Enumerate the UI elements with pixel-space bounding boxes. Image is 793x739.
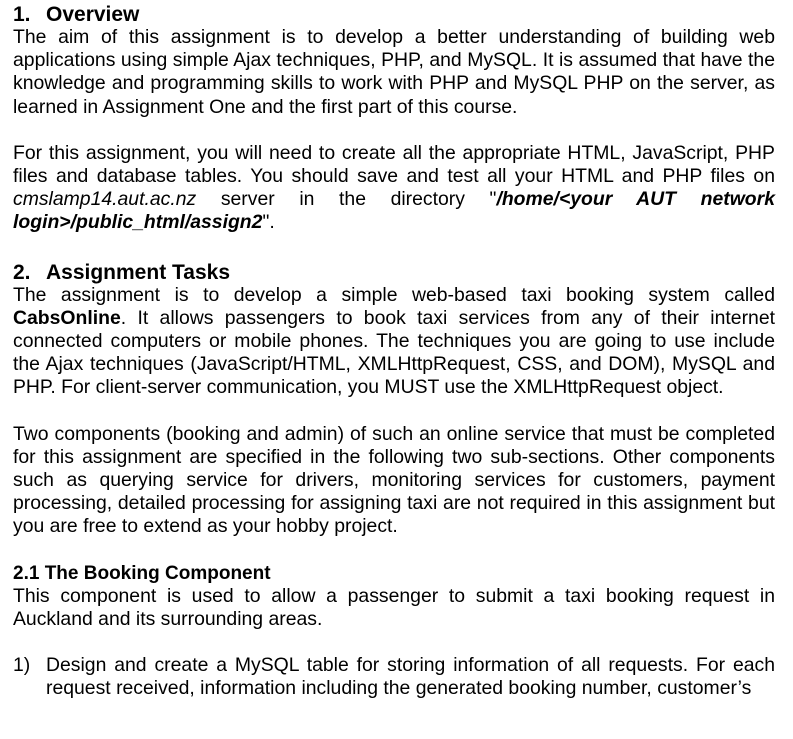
directory-path-public: public_html/assign2 (76, 211, 263, 234)
section-spacer (13, 539, 775, 562)
overview-paragraph-1: The aim of this assignment is to develop a better understanding of building web applications using simple Ajax techniques, PHP, and MySQL. It is assumed that have the knowledge and programming skills to work with PHP and MySQL PHP on the server, as learned in Assignment One and the first part of this course. (13, 26, 775, 118)
overview-p2-tail: ". (262, 211, 275, 234)
booking-paragraph-1: This component is used to allow a passenger to submit a taxi booking request in Auckland and its surrounding areas. (13, 584, 775, 630)
list-item (13, 654, 775, 700)
tasks-paragraph-1 (13, 284, 775, 400)
section-spacer (13, 235, 775, 258)
subsection-heading-booking: 2.1 The Booking Component (13, 562, 271, 584)
server-name: cmslamp14.aut.ac.nz (13, 188, 197, 211)
paragraph-spacer (13, 631, 775, 654)
section-number: 2. (13, 260, 31, 284)
section-heading-tasks (13, 261, 775, 284)
directory-path-home: /home/<your AUT network login>/ (13, 188, 775, 234)
tasks-paragraph-2: Two components (booking and admin) of such an online service that must be completed for this assignment are specified in the following two sub-sections. Other components such as querying service for drivers, monitoring services for customers, payment processing, detailed processing for assigning taxi are not required in this assignment but you are free to extend as your hobby project. (13, 422, 775, 538)
section-number: 1. (13, 3, 31, 26)
system-name: CabsOnline (13, 306, 121, 329)
overview-paragraph-2 (13, 142, 775, 235)
tasks-p1-lead: The assignment is to develop a simple web-based taxi booking system called (13, 283, 775, 306)
section-title: Overview (46, 3, 140, 26)
paragraph-spacer (13, 119, 775, 142)
paragraph-spacer (13, 400, 775, 423)
overview-p2-lead: For this assignment, you will need to create all the appropriate HTML, JavaScript, PHP files and database tables. You should save and test all your HTML and PHP files on (13, 141, 775, 188)
section-title: Assignment Tasks (46, 260, 231, 284)
tasks-p1-tail: . It allows passengers to book taxi services from any of their internet connected computers or mobile phones. The techniques you are going to use include the Ajax techniques (JavaScript/HTML, XMLHttpRequest, CSS, and DOM), MySQL and PHP. For client-server communication, you MUST use the XMLHttpRequest object. (13, 306, 775, 399)
document-page (13, 0, 775, 700)
overview-p2-mid: server in the directory " (196, 188, 497, 211)
list-item-text: Design and create a MySQL table for storing information of all requests. For each request received, information including the generated booking number, customer’s (46, 654, 775, 700)
section-heading-overview (13, 3, 775, 26)
list-marker: 1) (13, 654, 31, 677)
